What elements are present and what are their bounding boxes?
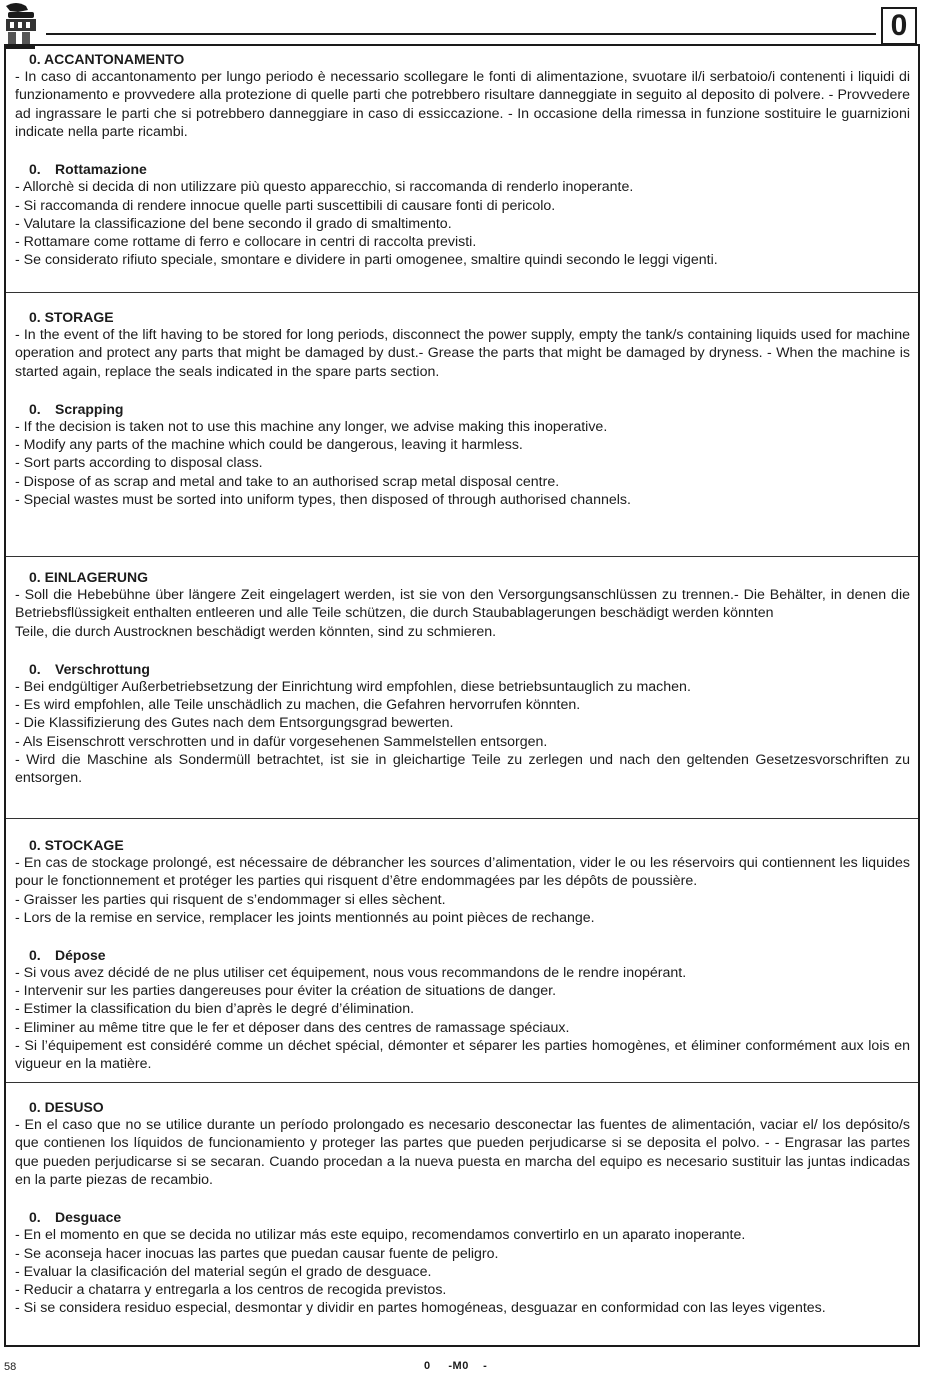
list-item: - Als Eisenschrott verschrotten und in dafür vorgesehenen Sammelstellen entsorgen. — [15, 733, 548, 750]
section-intro: - In caso di accantonamento per lungo periodo è necessario scollegare le fonti di alimentazione, svuotare il/i serbatoio/i contenenti i liquidi di funzionamento e provvedere alla protezione di quelle parti che potrebbero risultare danneggiate in seguito al deposito di polvere. - Provvedere ad ingrassare le parti che si potrebbero danneggiare in caso di essiccazione. - In occasione della rimessa in funzione sostituire le guarnizioni indicate nella parte ricambi. — [15, 69, 910, 141]
list-item: - Se aconseja hacer inocuas las partes que puedan causar fuente de peligro. — [15, 1245, 499, 1262]
list-item: - Allorchè si decida di non utilizzare più questo apparecchio, si raccomanda di renderlo inoperante. — [15, 179, 634, 196]
list-item: - Modify any parts of the machine which could be dangerous, leaving it harmless. — [15, 437, 523, 454]
subsection-title: 0. Scrapping — [29, 400, 124, 417]
section-english — [6, 308, 918, 509]
section-intro: - Soll die Hebebühne über längere Zeit eingelagert werden, ist sie von den Versorgungsanschlüssen zu trennen.- Die Behälter, in denen die Betriebsflüssigkeit enthalten entleeren und alle Teile schützen, die durch Staubablagerungen beschädigt werden könnten — [15, 587, 910, 622]
subsection-title: 0. Verschrottung — [29, 660, 150, 677]
section-intro: - En el caso que no se utilice durante un período prolongado es necesario desconectar las fuentes de alimentación, vaciar el/ los depósito/s que contienen los líquidos de funcionamiento y proteger las partes que pueden perjudicarse si se deposita el polvo. - - Engrasar las partes que pueden perjudicarse si se secaran. Cuando procedan a la nueva puesta en marcha del equipo es necesario sustituir las juntas indicadas en la parte piezas de recambio. — [15, 1117, 910, 1189]
section-intro-continued: Teile, die durch Austrocknen beschädigt werden könnten, sind zu schmieren. — [15, 623, 497, 640]
list-item: - Sort parts according to disposal class. — [15, 455, 263, 472]
section-divider — [6, 556, 918, 557]
list-item: - Estimer la classification du bien d’après le degré d’élimination. — [15, 1001, 415, 1018]
list-item: - If the decision is taken not to use this machine any longer, we advise making this inoperative. — [15, 419, 608, 436]
list-item: - Evaluar la clasificación del material según el grado de desguace. — [15, 1263, 432, 1280]
list-item: - Special wastes must be sorted into uniform types, then disposed of through authorised channels. — [15, 491, 631, 508]
section-divider — [6, 1082, 918, 1083]
subsection-title: 0. Dépose — [29, 946, 106, 963]
section-divider — [6, 292, 918, 293]
section-title: 0. STORAGE — [29, 309, 114, 325]
list-item: - Dispose of as scrap and metal and take to an authorised scrap metal disposal centre. — [15, 473, 560, 490]
subsection-title: 0. Rottamazione — [29, 161, 147, 178]
list-item: - Intervenir sur les parties dangereuses pour éviter la création de situations de danger. — [15, 983, 557, 1000]
subsection-title: 0. Desguace — [29, 1209, 122, 1226]
list-item: - Si vous avez décidé de ne plus utiliser cet équipement, nous vous recommandons de le rendre inopérant. — [15, 965, 687, 982]
list-item: - Si se considera residuo especial, desmontar y dividir en partes homogéneas, desguazar en conformidad con las leyes vigentes. — [15, 1300, 826, 1317]
list-item: - Graisser les parties qui risquent de s’endommager si elles sèchent. — [15, 891, 446, 908]
section-italian — [6, 50, 918, 269]
section-title: 0. DESUSO — [29, 1099, 104, 1115]
list-item: - Si raccomanda di rendere innocue quelle parti suscettibili di causare fonti di pericolo. — [15, 197, 556, 214]
section-intro: - En cas de stockage prolongé, est nécessaire de débrancher les sources d’alimentation, vider le ou les réservoirs qui contiennent les liquides pour le fonctionnement et protéger les parties qui risquent d’être endommagées par les dépôts de poussière. — [15, 855, 910, 890]
list-item: - Eliminer au même titre que le fer et déposer dans des centres de ramassage spéciaux. — [15, 1019, 570, 1036]
list-item: - Wird die Maschine als Sondermüll betrachtet, ist sie in gleichartige Teile zu zerlegen und nach den geltenden Gesetzesvorschriften zu entsorgen. — [15, 751, 910, 787]
list-item: - Die Klassifizierung des Gutes nach dem Entsorgungsgrad bewerten. — [15, 715, 454, 732]
list-item: - Se considerato rifiuto speciale, smontare e dividere in parti omogenee, smaltire quindi secondo le leggi vigenti. — [15, 252, 718, 269]
list-item: - Es wird empfohlen, alle Teile unschädlich zu machen, die Gefahren hervorrufen könnten. — [15, 697, 581, 714]
section-title: 0. ACCANTONAMENTO — [29, 51, 185, 67]
list-item: - En el momento en que se decida no utilizar más este equipo, recomendamos convertirlo en un aparato inoperante. — [15, 1227, 746, 1244]
list-item: - Rottamare come rottame di ferro e collocare in centri di raccolta previsti. — [15, 234, 477, 251]
section-title: 0. EINLAGERUNG — [29, 569, 149, 585]
chapter-number: 0 — [881, 7, 917, 45]
section-french — [6, 836, 918, 1073]
section-german — [6, 568, 918, 787]
section-intro: - In the event of the lift having to be stored for long periods, disconnect the power supply, empty the tank/s containing liquids used for machine operation and protect any parts that might be damaged by dust.- Grease the parts that might be damaged by dryness. - When the machine is started again, replace the seals indicated in the spare parts section. — [15, 327, 910, 380]
brand-logo — [2, 2, 40, 50]
list-item: - Lors de la remise en service, remplacer les joints mentionnés au point pièces de rechange. — [15, 910, 595, 927]
list-item: - Reducir a chatarra y entregarla a los centros de recogida previstos. — [15, 1282, 447, 1299]
document-code: 0 -M0 - — [424, 1360, 488, 1372]
page-number: 58 — [4, 1361, 17, 1373]
list-item: - Bei endgültiger Außerbetriebsetzung der Einrichtung wird empfohlen, diese betriebsuntauglich zu machen. — [15, 679, 691, 696]
section-divider — [6, 818, 918, 819]
header-rule — [46, 33, 876, 35]
section-title: 0. STOCKAGE — [29, 837, 124, 853]
list-item: - Si l’équipement est considéré comme un déchet spécial, démonter et séparer les parties homogènes, et éliminer conformément aux lois en vigueur en la matière. — [15, 1037, 910, 1073]
section-spanish — [6, 1098, 918, 1317]
list-item: - Valutare la classificazione del bene secondo il grado di smaltimento. — [15, 215, 452, 232]
